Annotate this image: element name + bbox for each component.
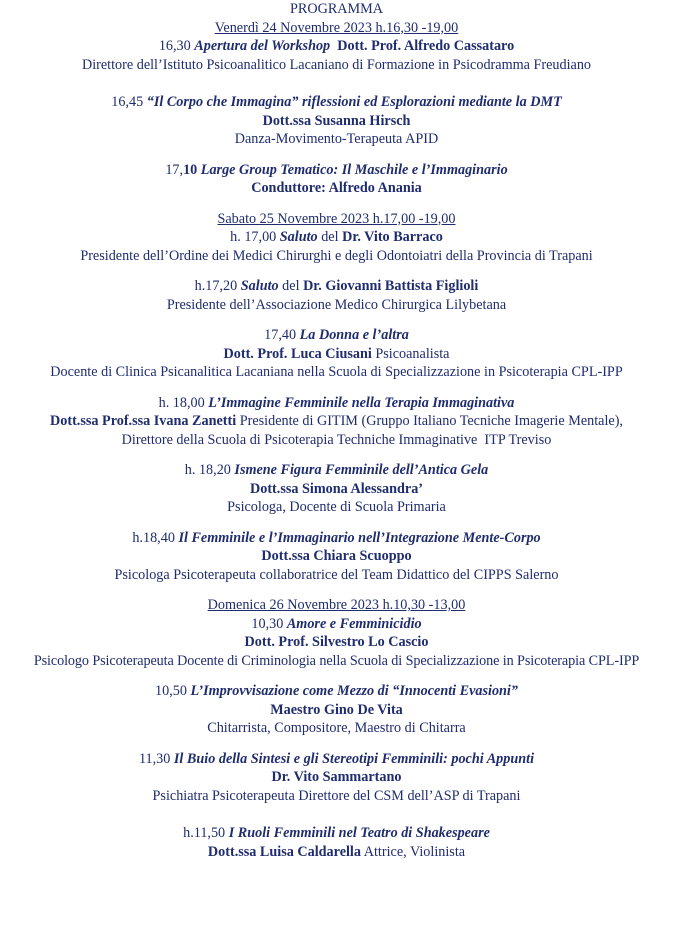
speaker-name: Dr. Vito Sammartano	[271, 769, 402, 785]
session-4-title-line: h. 17,00 Saluto del Dr. Vito Barraco	[230, 229, 443, 245]
session-title: L’Improvvisazione come Mezzo di “Innocenti Evasioni”	[190, 683, 518, 699]
session-title: Large Group Tematico: Il Maschile e l’Immaginario	[200, 161, 508, 178]
session-time: h.17,20	[194, 278, 241, 294]
speaker-role: Presidente dell’Associazione Medico Chirurgica Lilybetana	[166, 296, 507, 313]
session-11-title-line	[0, 682, 673, 701]
session-time: 11,30	[138, 750, 174, 767]
session-time: h. 18,20	[184, 462, 235, 478]
speaker-role: Psicologa Psicoterapeuta collaboratrice del Team Didattico del CIPPS Salerno	[114, 566, 559, 583]
speaker-name: Dott.ssa Prof.ssa Ivana Zanetti	[50, 413, 237, 429]
session-time: 10,50	[155, 683, 191, 699]
session-13-title-line	[0, 824, 673, 843]
speaker-role: Psicologo Psicoterapeuta Docente di Criminologia nella Scuola di Specializzazione in Psicoterapia CPL-IPP	[33, 652, 640, 669]
speaker-name: Conduttore: Alfredo Anania	[251, 180, 422, 196]
speaker-line: Dott. Prof. Luca Ciusani Psicoanalista	[223, 345, 450, 362]
session-8-title-line	[0, 461, 673, 480]
session-title: Ismene Figura Femminile dell’Antica Gela	[234, 462, 489, 478]
speaker-name: Dr. Vito Barraco	[342, 229, 443, 245]
session-title: Il Buio della Sintesi e gli Stereotipi Femminili: pochi Appunti	[173, 750, 535, 767]
speaker-name: Maestro Gino De Vita	[270, 701, 403, 718]
speaker-name: Dott. Prof. Silvestro Lo Cascio	[244, 634, 429, 650]
session-title: L’Immagine Femminile nella Terapia Immaginativa	[208, 394, 515, 411]
speaker-name: Dott. Prof. Alfredo Cassataro	[337, 38, 515, 54]
session-9-title-line	[0, 529, 673, 548]
speaker-role: Danza-Movimento-Terapeuta APID	[234, 131, 439, 147]
session-title: Saluto	[240, 278, 279, 294]
session-title: “Il Corpo che Immagina” riflessioni ed Esplorazioni mediante la DMT	[146, 94, 562, 110]
session-time: h. 17,00	[230, 229, 280, 245]
session-3-title-line	[0, 161, 673, 180]
session-2-title-line	[0, 93, 673, 112]
day-header-sunday: Domenica 26 Novembre 2023 h.10,30 -13,00	[207, 597, 466, 613]
session-time: 10,30	[251, 615, 287, 632]
session-title: Apertura del Workshop	[194, 38, 331, 54]
session-time: h. 18,00	[158, 394, 209, 411]
speaker-name: Dr. Giovanni Battista Figlioli	[303, 278, 479, 294]
session-1-title-line	[0, 37, 673, 56]
speaker-name: Dott.ssa Luisa Caldarella	[207, 843, 361, 860]
speaker-line: Dott.ssa Prof.ssa Ivana Zanetti Presidente di GITIM (Gruppo Italiano Tecniche Imagerie Mentale),	[50, 413, 623, 429]
program-title: PROGRAMMA	[289, 1, 384, 17]
speaker-line: Dott.ssa Luisa Caldarella Attrice, Violinista	[207, 843, 466, 860]
day-header-saturday: Sabato 25 Novembre 2023 h.17,00 -19,00	[217, 210, 456, 227]
speaker-name: Dott.ssa Simona Alessandra’	[249, 480, 424, 497]
session-title: La Donna e l’altra	[299, 327, 409, 343]
speaker-role: Psicologa, Docente di Scuola Primaria	[227, 499, 446, 515]
speaker-name: Dott. Prof. Luca Ciusani	[223, 345, 372, 362]
session-time: 17,	[165, 161, 184, 178]
session-10-title-line	[0, 615, 673, 634]
session-time: 16,30	[158, 38, 195, 54]
session-title: Amore e Femminicidio	[286, 615, 422, 632]
session-time: h.18,40	[132, 529, 179, 546]
session-time-bold: 10	[183, 161, 201, 178]
session-title: Saluto	[279, 229, 318, 245]
speaker-name: Dott.ssa Chiara Scuoppo	[261, 548, 412, 564]
session-5-title-line: h.17,20 Saluto del Dr. Giovanni Battista Figlioli	[194, 278, 479, 294]
session-title: I Ruoli Femminili nel Teatro di Shakespeare	[228, 825, 490, 841]
speaker-role: Docente di Clinica Psicanalitica Lacaniana nella Scuola di Specializzazione in Psicoterapia CPL-IPP	[50, 364, 623, 380]
session-title: Il Femminile e l’Immaginario nell’Integrazione Mente-Corpo	[178, 529, 541, 546]
speaker-role: Direttore della Scuola di Psicoterapia Techniche Immaginative ITP Treviso	[121, 431, 552, 448]
session-time: 17,40	[264, 327, 300, 343]
session-7-title-line	[0, 394, 673, 413]
speaker-role: Chitarrista, Compositore, Maestro di Chitarra	[207, 720, 466, 736]
speaker-role: Psichiatra Psicoterapeuta Direttore del CSM dell’ASP di Trapani	[152, 787, 521, 804]
session-6-title-line	[0, 326, 673, 345]
speaker-role: Direttore dell’Istituto Psicoanalitico Lacaniano di Formazione in Psicodramma Freudiano	[81, 56, 592, 73]
day-header-friday: Venerdì 24 Novembre 2023 h.16,30 -19,00	[214, 19, 459, 36]
session-12-title-line	[0, 750, 673, 769]
speaker-role: Presidente dell’Ordine dei Medici Chirurghi e degli Odontoiatri della Provincia di Trapani	[80, 247, 593, 264]
session-time: 16,45	[111, 94, 147, 110]
session-time: h.11,50	[183, 825, 229, 841]
speaker-name: Dott.ssa Susanna Hirsch	[262, 112, 411, 129]
